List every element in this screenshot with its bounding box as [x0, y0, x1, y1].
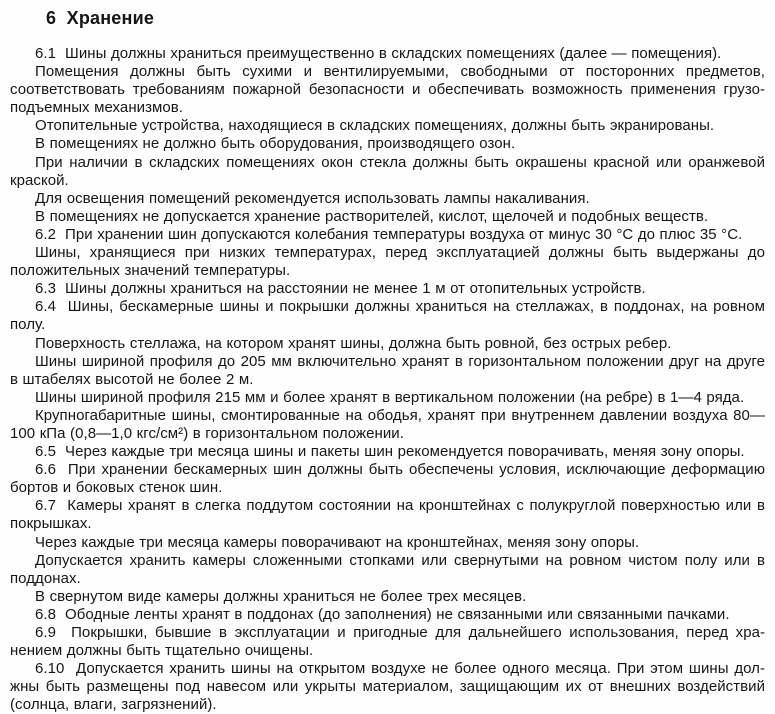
- paragraph: Отопительные устройства, находящиеся в складских помещениях, должны быть экранированы.: [35, 117, 715, 135]
- paragraph: Через каждые три месяца камеры поворачивают на кронштейнах, меняя зону опоры.: [35, 533, 640, 551]
- paragraph: В помещениях не должно быть оборудования, производящего озон.: [35, 135, 516, 153]
- paragraph: В помещениях не допускается хранение растворителей, кислот, щелочей и подобных веществ.: [35, 207, 709, 225]
- section-heading: 6 Хранение: [46, 8, 155, 28]
- paragraph: 6.6 При хранении бескамерных шин должны быть обеспечены условия, исключающие деформацию бортов и боковых стенок шин.: [10, 461, 765, 497]
- paragraph: 6.7 Камеры хранят в слегка поддутом состоянии на кронштейнах с полукруглой поверхностью или в покрышках.: [10, 497, 765, 533]
- paragraph: 6.8 Ободные ленты хранят в поддонах (до заполнения) не связанными или связанными пачками.: [35, 605, 730, 623]
- paragraph: В свернутом виде камеры должны храниться не более трех месяцев.: [35, 587, 527, 605]
- paragraph: 6.10 Допускается хранить шины на открытом воздухе не более одного месяца. При этом шины должны быть размещены под навесом или укрыты материалом, защищающим их от внешних воздействий (солнца, влаги, загрязнений).: [10, 660, 765, 714]
- paragraph: Допускается хранить камеры сложенными стопками или свернутыми на ровном чистом полу или в поддонах.: [10, 551, 765, 587]
- paragraph: Поверхность стеллажа, на котором хранят шины, должна быть ровной, без острых ребер.: [35, 334, 672, 352]
- paragraph: 6.2 При хранении шин допускаются колебания температуры воздуха от минус 30 °С до плюс 35 °С.: [35, 225, 743, 243]
- paragraph: Для освещения помещений рекомендуется использовать лампы накаливания.: [35, 189, 590, 207]
- paragraph: При наличии в складских помещениях окон стекла должны быть окрашены красной или оранжевой краской.: [10, 153, 765, 189]
- paragraph: Крупногабаритные шины, смонтированные на ободья, хранят при внутреннем давлении воздуха 80—100 кПа (0,8—1,0 кгс/см²) в горизонтальном положении.: [10, 406, 765, 442]
- paragraph: Шины, хранящиеся при низких температурах, перед эксплуатацией должны быть выдержаны до положительных значений температуры.: [10, 244, 765, 280]
- paragraph: Шины шириной профиля 215 мм и более хранят в вертикальном положении (на ребре) в 1—4 ряда.: [35, 388, 745, 406]
- paragraph: Помещения должны быть сухими и вентилируемыми, свободными от посторонних предметов, соответствовать требованиям пожарной безопасности и обеспечивать возможность применения грузоподъемных механизмов.: [10, 63, 765, 117]
- paragraph: 6.4 Шины, бескамерные шины и покрышки должны храниться на стеллажах, в поддонах, на ровном полу.: [10, 298, 765, 334]
- paragraph: Шины шириной профиля до 205 мм включительно хранят в горизонтальном положении друг на друге в штабелях высотой не более 2 м.: [10, 352, 765, 388]
- paragraph: 6.5 Через каждые три месяца шины и пакеты шин рекомендуется поворачивать, меняя зону опоры.: [35, 443, 745, 461]
- paragraph: 6.3 Шины должны храниться на расстоянии не менее 1 м от отопительных устройств.: [35, 280, 646, 298]
- paragraph: 6.1 Шины должны храниться преимущественно в складских помещениях (далее — помещения).: [35, 45, 722, 62]
- paragraph: 6.9 Покрышки, бывшие в эксплуатации и пригодные для дальнейшего использования, перед хранением должны быть тщательно очищены.: [10, 624, 765, 660]
